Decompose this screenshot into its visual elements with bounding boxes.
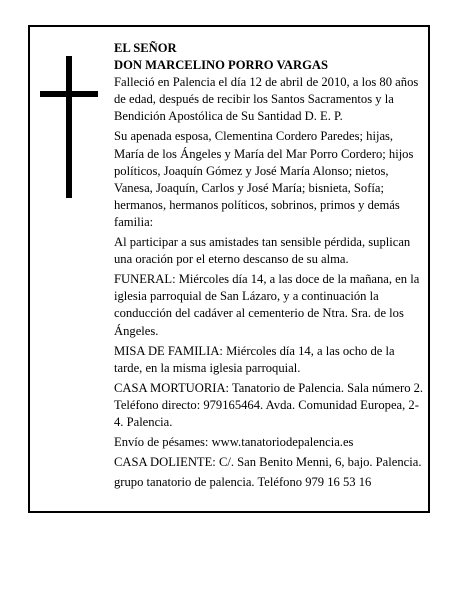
funeral-home-info: CASA MORTUORIA: Tanatorio de Palencia. Sala número 2. Teléfono directo: 979165464. Avda. Comunidad Europea, 2-4. Palencia. [114,380,424,429]
deceased-name: DON MARCELINO PORRO VARGAS [114,58,328,73]
cross-icon [40,56,98,198]
prayer-request: Al participar a sus amistades tan sensible pérdida, suplican una oración por el eterno descanso de su alma. [114,235,411,267]
obituary-text [114,40,426,494]
funeral-info: FUNERAL: Miércoles día 14, a las doce de la mañana, en la iglesia parroquial de San Lázaro, y a continuación la conducción del cadáver al cementerio de Ntra. Sra. de los Ángeles. [114,272,420,338]
family-list: Su apenada esposa, Clementina Cordero Paredes; hijas, María de los Ángeles y María del Mar Porro Cordero; hijos políticos, Joaquín Gómez y José María Alonso; nietos, Vanesa, Joaquín, Carlos y José María; bisnieta, Sofía; hermanos, hermanos políticos, sobrinos, primos y demás familia: [114,129,414,229]
death-announcement: Falleció en Palencia el día 12 de abril de 2010, a los 80 años de edad, después de recibir los Santos Sacramentos y la Bendición Apostólica de Su Santidad D. E. P. [114,75,419,124]
family-home-info: CASA DOLIENTE: C/. San Benito Menni, 6, bajo. Palencia. [114,455,422,470]
family-mass-info: MISA DE FAMILIA: Miércoles día 14, a las ocho de la tarde, en la misma iglesia parroquial. [114,343,395,375]
deceased-title: EL SEÑOR [114,41,177,55]
funeral-group-info: grupo tanatorio de palencia. Teléfono 979 16 53 16 [114,475,372,490]
condolences-info: Envío de pésames: www.tanatoriodepalencia.es [114,435,354,450]
obituary-frame [28,25,430,513]
